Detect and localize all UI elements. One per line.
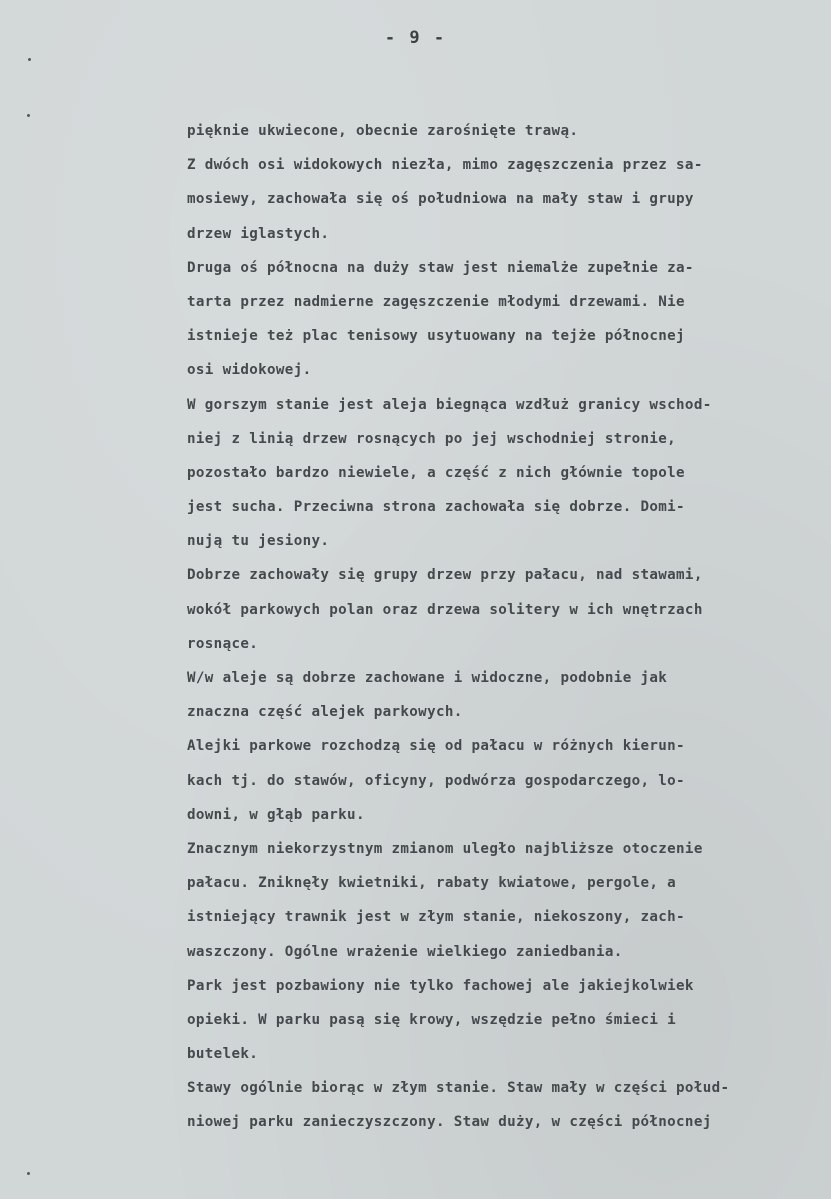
text-line: istnieje też plac tenisowy usytuowany na tejże północnej <box>187 328 685 345</box>
text-line: butelek. <box>187 1046 259 1063</box>
text-line: pozostało bardzo niewiele, a część z nich głównie topole <box>187 464 685 481</box>
text-line: Dobrze zachowały się grupy drzew przy pałacu, nad stawami, <box>187 567 703 584</box>
text-line: W gorszym stanie jest aleja biegnąca wzdłuż granicy wschod- <box>187 396 712 413</box>
margin-mark <box>27 1172 30 1175</box>
page-number: - 9 - <box>384 28 447 48</box>
text-line: istniejący trawnik jest w złym stanie, niekoszony, zach- <box>187 909 685 926</box>
margin-mark <box>28 58 31 61</box>
text-line: opieki. W parku pasą się krowy, wszędzie pełno śmieci i <box>187 1011 677 1028</box>
text-line: W/w aleje są dobrze zachowane i widoczne, podobnie jak <box>187 670 668 686</box>
text-line: Znacznym niekorzystnym zmianom uległo najbliższe otoczenie <box>187 840 703 857</box>
text-line: Druga oś północna na duży staw jest niemalże zupełnie za- <box>187 259 694 276</box>
text-line: Stawy ogólnie biorąc w złym stanie. Staw mały w części połud- <box>187 1080 730 1097</box>
text-line: wokół parkowych polan oraz drzewa solitery w ich wnętrzach <box>187 601 703 618</box>
text-line: znaczna część alejek parkowych. <box>187 704 463 721</box>
text-line: downi, w głąb parku. <box>187 806 365 823</box>
text-line: drzew iglastych. <box>187 225 330 242</box>
text-line: niowej parku zanieczyszczony. Staw duży, w części północnej <box>187 1114 712 1131</box>
text-line: waszczony. Ogólne wrażenie wielkiego zaniedbania. <box>187 943 623 960</box>
text-line: pięknie ukwiecone, obecnie zarośnięte trawą. <box>187 123 579 139</box>
text-line: osi widokowej. <box>187 362 312 379</box>
text-line: jest sucha. Przeciwna strona zachowała się dobrze. Domi- <box>187 499 685 516</box>
text-line: Park jest pozbawiony nie tylko fachowej ale jakiejkolwiek <box>187 977 694 994</box>
text-line: pałacu. Zniknęły kwietniki, rabaty kwiatowe, pergole, a <box>187 875 677 892</box>
text-line: mosiewy, zachowała się oś południowa na mały staw i grupy <box>187 191 694 208</box>
text-line: Z dwóch osi widokowych niezła, mimo zagęszczenia przez sa- <box>187 157 703 174</box>
typed-text-body <box>187 114 807 1140</box>
margin-mark <box>27 114 30 117</box>
text-line: Alejki parkowe rozchodzą się od pałacu w różnych kierun- <box>187 738 685 755</box>
text-line: rosnące. <box>187 635 259 652</box>
text-line: niej z linią drzew rosnących po jej wschodniej stronie, <box>187 430 677 447</box>
text-line: kach tj. do stawów, oficyny, podwórza gospodarczego, lo- <box>187 772 685 789</box>
text-line: tarta przez nadmierne zagęszczenie młodymi drzewami. Nie <box>187 293 685 310</box>
text-line: nują tu jesiony. <box>187 533 330 550</box>
